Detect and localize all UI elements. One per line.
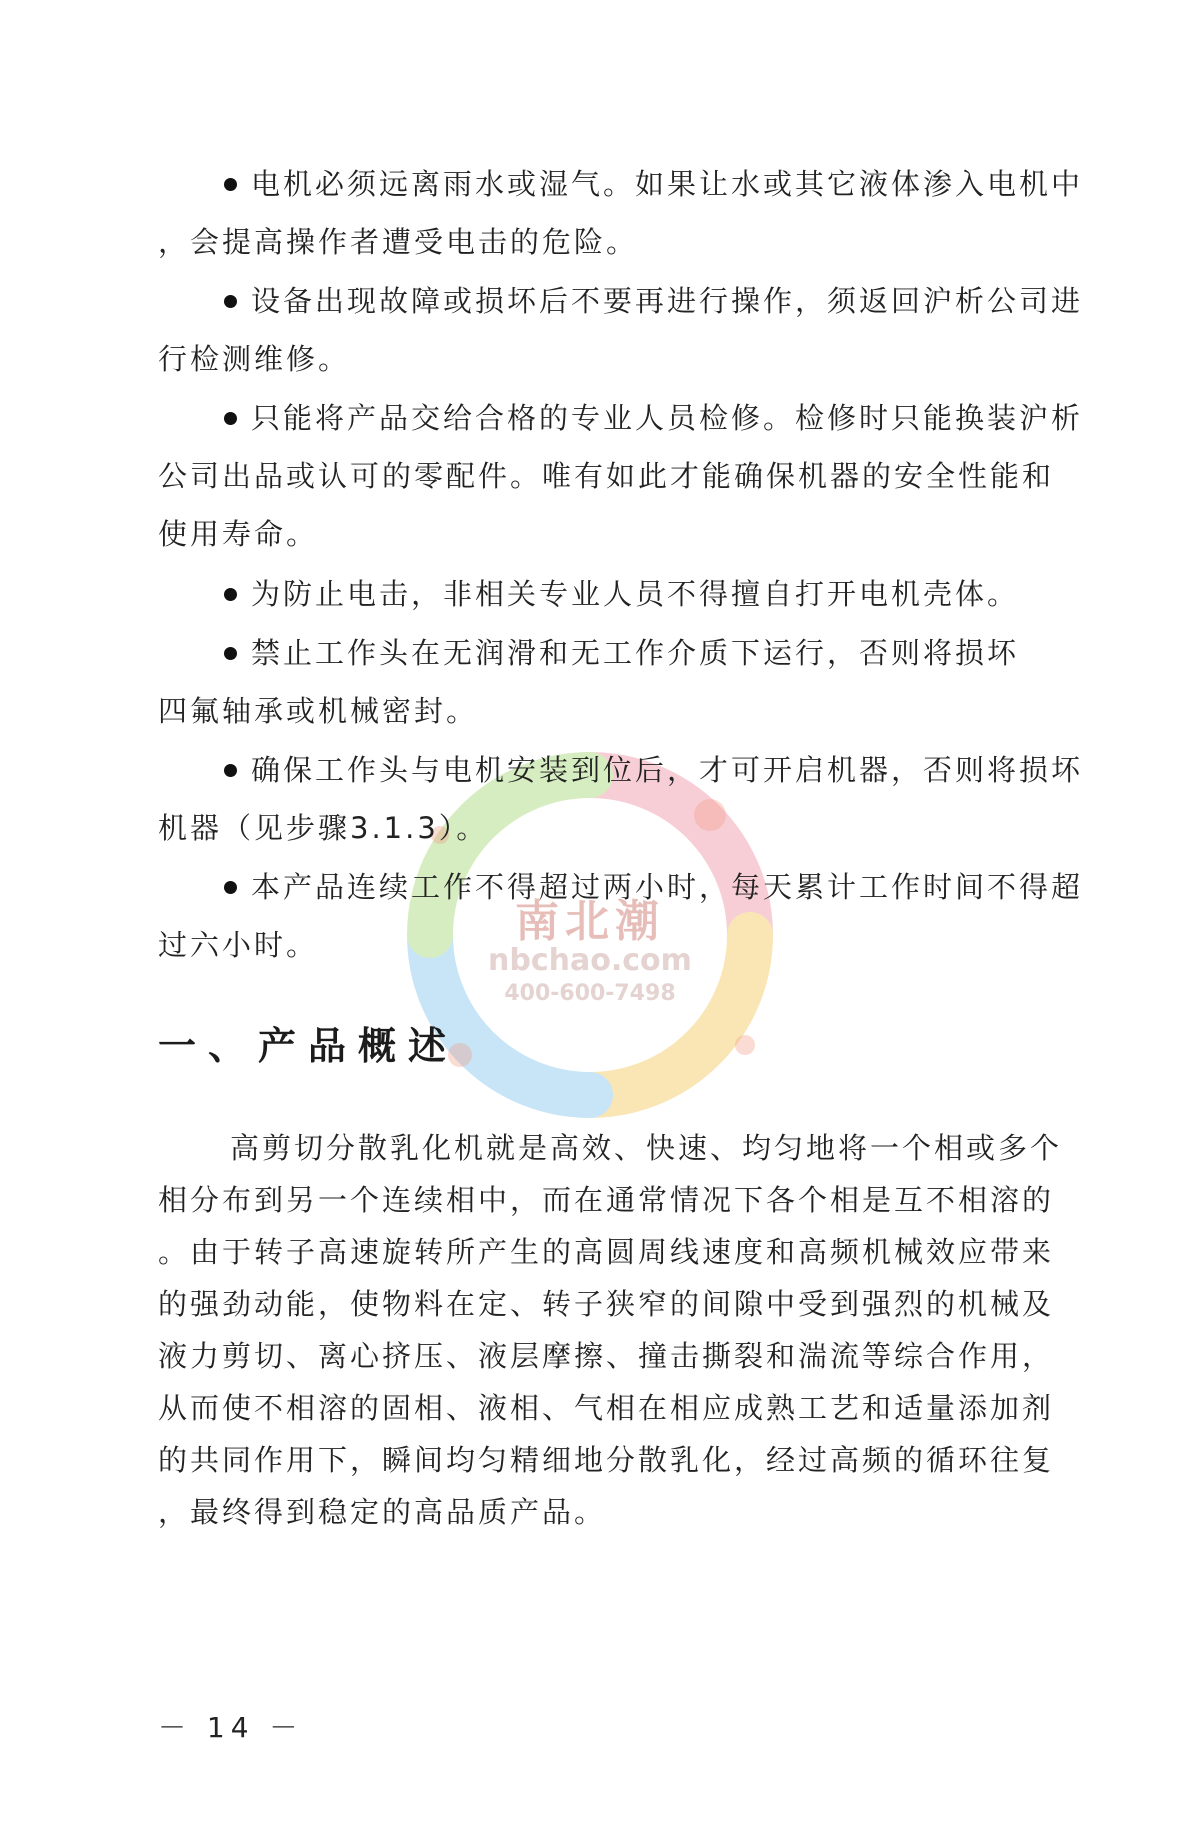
watermark-url: nbchao.com bbox=[488, 943, 692, 978]
safety-item: 禁止工作头在无润滑和无工作介质下运行，否则将损坏 四氟轴承或机械密封。 bbox=[158, 636, 1020, 728]
watermark-phone: 400-600-7498 bbox=[504, 981, 676, 1006]
bullet-icon bbox=[224, 588, 237, 601]
safety-item: 设备出现故障或损坏后不要再进行操作，须返回沪析公司进 行检测维修。 bbox=[158, 284, 1084, 376]
overview-paragraph: 高剪切分散乳化机就是高效、快速、均匀地将一个相或多个 相分布到另一个连续相中，而在通常情况下各个相是互不相溶的 。由于转子高速旋转所产生的高圆周线速度和高频机械效应带来 的强劲动能，使物料在定、转子狭窄的间隙中受到强烈的机械及 液力剪切、离心挤压、液层摩擦、撞击撕裂和湍流等综合作用， 从而使不相溶的固相、液相、气相在相应成熟工艺和适量添加剂 的共同作用下，瞬间均匀精细地分散乳化，经过高频的循环往复 ，最终得到稳定的高品质产品。 bbox=[158, 1131, 1063, 1529]
safety-item: 本产品连续工作不得超过两小时，每天累计工作时间不得超 过六小时。 bbox=[158, 870, 1084, 962]
section-heading: 一、产品概述 bbox=[158, 1024, 459, 1068]
bullet-icon bbox=[224, 178, 237, 191]
bullet-icon bbox=[224, 764, 237, 777]
bullet-icon bbox=[224, 881, 237, 894]
bullet-icon bbox=[224, 647, 237, 660]
safety-item: 为防止电击，非相关专业人员不得擅自打开电机壳体。 bbox=[158, 565, 1098, 623]
safety-item: 确保工作头与电机安装到位后，才可开启机器，否则将损坏 机器（见步骤3.1.3）。 bbox=[158, 753, 1084, 845]
safety-item: 电机必须远离雨水或湿气。如果让水或其它液体渗入电机中 ，会提高操作者遭受电击的危险。 bbox=[158, 167, 1084, 259]
watermark-brand: 南北潮 bbox=[515, 896, 665, 947]
page-number: － 14 － bbox=[158, 1711, 304, 1744]
bullet-icon bbox=[224, 295, 237, 308]
safety-item: 只能将产品交给合格的专业人员检修。检修时只能换装沪析 公司出品或认可的零配件。唯有如此才能确保机器的安全性能和 使用寿命。 bbox=[158, 401, 1084, 551]
bullet-icon bbox=[224, 412, 237, 425]
